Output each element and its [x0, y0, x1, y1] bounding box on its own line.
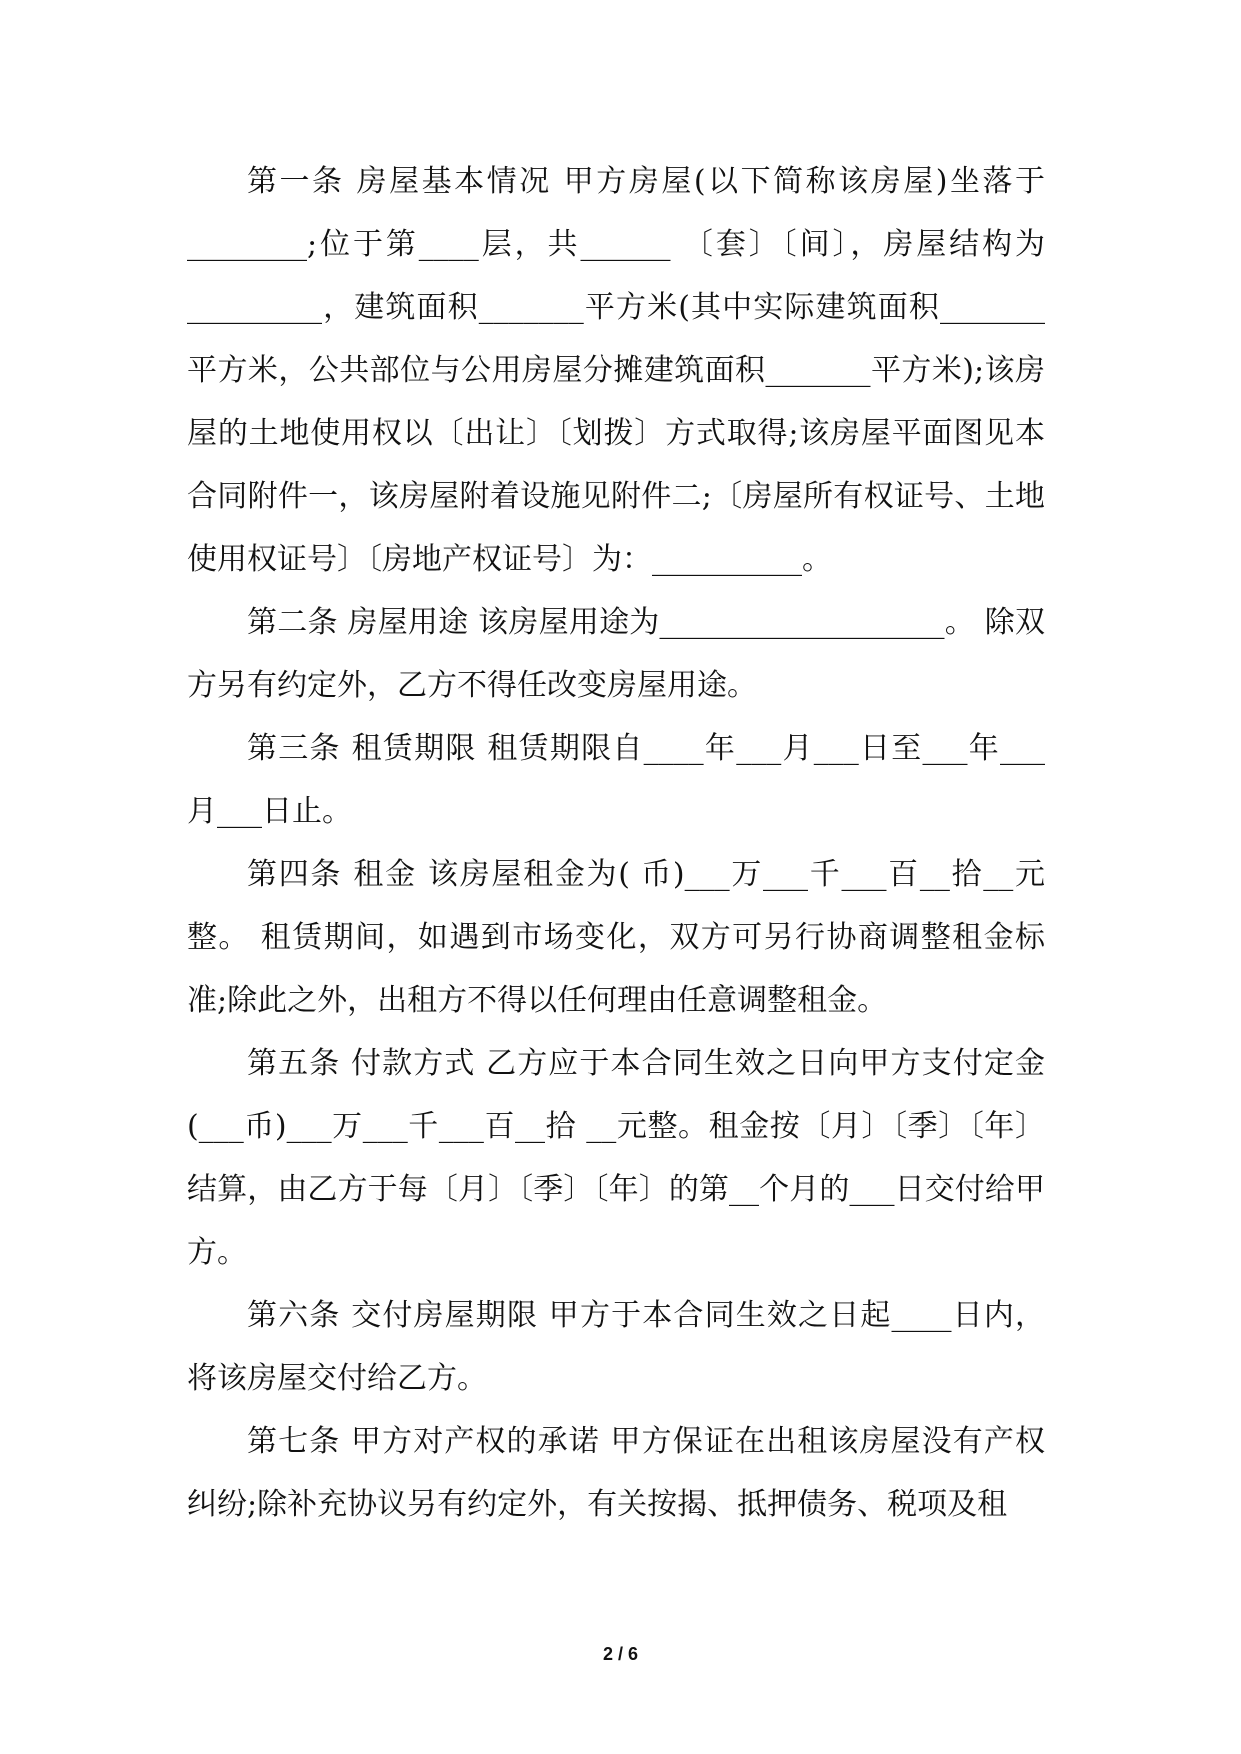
article-6-paragraph: 第六条 交付房屋期限 甲方于本合同生效之日起____日内，将该房屋交付给乙方。	[187, 1298, 1045, 1396]
article-7-paragraph: 第七条 甲方对产权的承诺 甲方保证在出租该房屋没有产权纠纷;除补充协议另有约定外，有关按揭、抵押债务、税项及租	[187, 1424, 1045, 1522]
article-2-paragraph: 第二条 房屋用途 该房屋用途为___________________。 除双方另有约定外，乙方不得任改变房屋用途。	[187, 605, 1045, 703]
article-5-paragraph: 第五条 付款方式 乙方应于本合同生效之日向甲方支付定金(___币)___万___千___百__拾 __元整。租金按〔月〕〔季〕〔年〕结算，由乙方于每〔月〕〔季〕〔年〕的第__个月的___日交付给甲方。	[187, 1046, 1045, 1270]
page-number: 2 / 6	[602, 1644, 639, 1664]
contract-body	[187, 150, 1045, 1536]
article-4-paragraph: 第四条 租金 该房屋租金为( 币)___万___千___百__拾__元整。 租赁期间，如遇到市场变化，双方可另行协商调整租金标准;除此之外，出租方不得以任何理由任意调整租金。	[187, 857, 1045, 1018]
article-3-paragraph: 第三条 租赁期限 租赁期限自____年___月___日至___年___月___日止。	[187, 731, 1045, 829]
article-1-paragraph: 第一条 房屋基本情况 甲方房屋(以下简称该房屋)坐落于________;位于第____层，共______ 〔套〕〔间〕，房屋结构为_________，建筑面积_______平方米(其中实际建筑面积_______平方米，公共部位与公用房屋分摊建筑面积_______平方米);该房屋的土地使用权以〔出让〕〔划拨〕方式取得;该房屋平面图见本合同附件一，该房屋附着设施见附件二;〔房屋所有权证号、土地使用权证号〕〔房地产权证号〕为：__________。	[187, 164, 1045, 577]
